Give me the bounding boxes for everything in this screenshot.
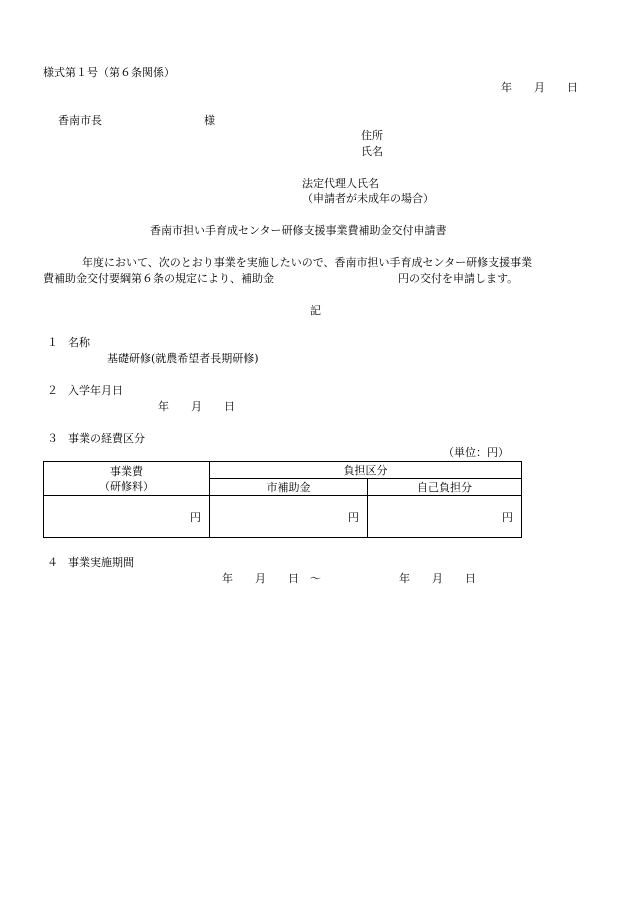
body-line-1: 年度において、次のとおり事業を実施したいので、香南市担い手育成センター研修支援事業 <box>82 256 533 269</box>
item3-label: 事業の経費区分 <box>68 432 145 445</box>
city-subsidy-header: 市補助金 <box>210 479 368 496</box>
item1-number: １ <box>47 336 58 349</box>
body-line-2b: 円の交付を申請します。 <box>398 272 519 285</box>
addressee-honorific: 様 <box>204 114 215 127</box>
item4-start: 年 月 日 ～ <box>222 572 321 585</box>
guardian-note: （申請者が未成年の場合） <box>302 192 434 205</box>
name-label: 氏名 <box>361 145 383 158</box>
body-line-2a: 費補助金交付要綱第６条の規定により、補助金 <box>43 272 274 285</box>
item4-end: 年 月 日 <box>399 572 476 585</box>
project-cost-header-line1: 事業費 <box>110 464 143 478</box>
item2-number: ２ <box>47 384 58 397</box>
document-title: 香南市担い手育成センター研修支援事業費補助金交付申請書 <box>150 224 447 237</box>
project-cost-header-line2: （研修料） <box>99 479 154 493</box>
cost-table <box>43 461 522 538</box>
item4-number: ４ <box>47 556 58 569</box>
item2-label: 入学年月日 <box>68 384 123 397</box>
item3-number: ３ <box>47 432 58 445</box>
project-cost-unit: 円 <box>190 510 201 524</box>
form-number: 様式第１号（第６条関係） <box>43 66 175 79</box>
item4-label: 事業実施期間 <box>68 556 134 569</box>
guardian-label: 法定代理人氏名 <box>302 177 379 190</box>
address-label: 住所 <box>361 129 383 142</box>
self-pay-unit: 円 <box>502 510 513 524</box>
addressee-mayor: 香南市長 <box>58 114 102 127</box>
project-cost-cell[interactable] <box>44 496 210 538</box>
item2-value: 年 月 日 <box>158 400 235 413</box>
self-pay-cell[interactable] <box>368 496 522 538</box>
ki-marker: 記 <box>310 304 321 317</box>
city-subsidy-unit: 円 <box>348 510 359 524</box>
burden-category-header: 負担区分 <box>210 462 522 479</box>
city-subsidy-cell[interactable] <box>210 496 368 538</box>
self-pay-header: 自己負担分 <box>368 479 522 496</box>
application-date: 年 月 日 <box>501 81 578 94</box>
unit-note: （単位：円） <box>443 446 509 459</box>
item1-value: 基礎研修(就農希望者長期研修) <box>107 352 259 365</box>
item1-label: 名称 <box>68 336 90 349</box>
project-cost-header <box>44 462 210 496</box>
